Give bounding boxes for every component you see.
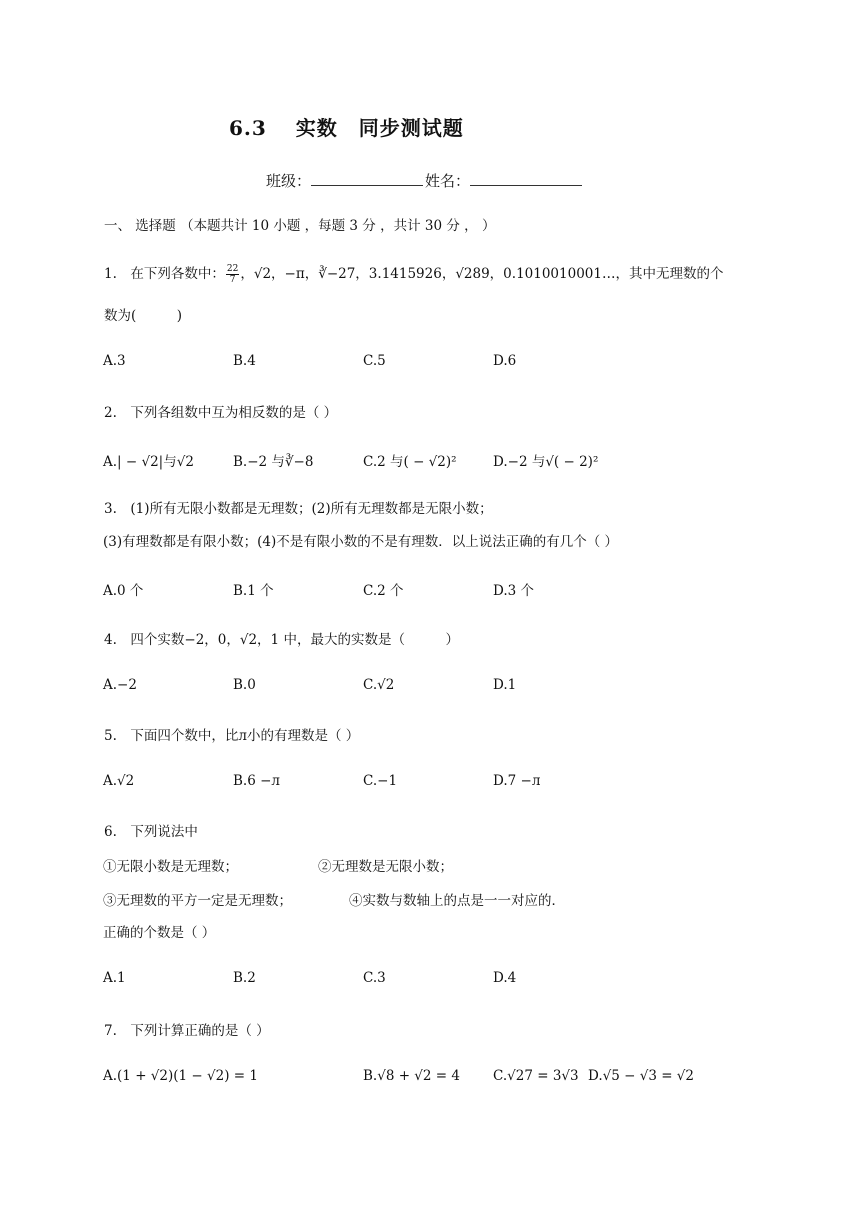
q3-option-a: A.0 个 <box>103 583 144 599</box>
fraction <box>226 264 239 285</box>
q1-prefix: 1. 在下列各数中： <box>104 266 225 282</box>
q1-option-c: C.5 <box>363 353 386 369</box>
section-heading: 一、 选择题 （本题共计 10 小题 ，每题 3 分 ，共计 30 分 ， ） <box>104 218 496 234</box>
q3-option-b: B.1 个 <box>233 583 274 599</box>
q1-rest: ，√2，−π，∛−27，3.1415926，√289，0.1010010001…，其中无理数的个 <box>240 266 724 282</box>
class-name-line <box>266 170 584 191</box>
q1-line2: 数为( ) <box>104 308 183 324</box>
q6-statement-1: ①无限小数是无理数； <box>103 859 238 875</box>
name-blank <box>470 171 582 186</box>
fraction-denominator: 7 <box>229 275 236 285</box>
q6-option-c: C.3 <box>363 970 386 986</box>
q6-option-a: A.1 <box>103 970 126 986</box>
q2-option-d: D.−2 与√( − 2)² <box>493 454 599 470</box>
name-label: 姓名： <box>425 172 471 190</box>
q1-option-b: B.4 <box>233 353 256 369</box>
q1-option-a: A.3 <box>103 353 126 369</box>
q5-option-c: C.−1 <box>363 773 398 789</box>
q3-option-d: D.3 个 <box>493 583 535 599</box>
q2-option-b: B.−2 与∛−8 <box>233 454 314 470</box>
q5-option-a: A.√2 <box>103 773 135 789</box>
question-1 <box>104 262 723 285</box>
q6-statement-3: ③无理数的平方一定是无理数； <box>103 893 292 909</box>
class-label: 班级： <box>266 172 312 190</box>
q5-option-d: D.7 −л <box>493 773 541 789</box>
fraction-numerator: 22 <box>226 264 239 274</box>
q7-option-a: A.(1 + √2)(1 − √2) = 1 <box>103 1068 258 1084</box>
q4-option-d: D.1 <box>493 677 517 693</box>
question-2: 2. 下列各组数中互为相反数的是（ ） <box>104 405 338 421</box>
question-3-line2: (3)有理数都是有限小数；(4)不是有限小数的不是有理数．以上说法正确的有几个（ ） <box>103 534 619 550</box>
q2-option-a: A.| − √2|与√2 <box>103 454 194 470</box>
question-4: 4. 四个实数−2，0，√2，1 中，最大的实数是（ ） <box>104 632 459 648</box>
q6-option-d: D.4 <box>493 970 517 986</box>
question-5: 5. 下面四个数中，比л小的有理数是（ ） <box>104 728 360 744</box>
q7-option-c: C.√27 = 3√3 <box>493 1068 579 1084</box>
q4-option-c: C.√2 <box>363 677 395 693</box>
q6-tail: 正确的个数是（ ） <box>103 925 216 941</box>
q5-option-b: B.6 −л <box>233 773 280 789</box>
q6-statement-2: ②无理数是无限小数； <box>318 859 453 875</box>
q7-option-b: B.√8 + √2 = 4 <box>363 1068 460 1084</box>
q3-option-c: C.2 个 <box>363 583 404 599</box>
question-6: 6. 下列说法中 <box>104 824 198 840</box>
class-blank <box>311 171 423 186</box>
q1-option-d: D.6 <box>493 353 517 369</box>
q4-option-b: B.0 <box>233 677 256 693</box>
q6-option-b: B.2 <box>233 970 256 986</box>
q2-option-c: C.2 与( − √2)² <box>363 454 457 470</box>
q4-option-a: A.−2 <box>103 677 137 693</box>
question-3-line1: 3. (1)所有无限小数都是无理数；(2)所有无理数都是无限小数； <box>104 501 493 517</box>
q7-option-d: D.√5 − √3 = √2 <box>588 1068 694 1084</box>
question-7: 7. 下列计算正确的是（ ） <box>104 1023 270 1039</box>
q6-statement-4: ④实数与数轴上的点是一一对应的． <box>349 893 565 909</box>
page-title: 6.3 实数 同步测试题 <box>229 116 464 140</box>
